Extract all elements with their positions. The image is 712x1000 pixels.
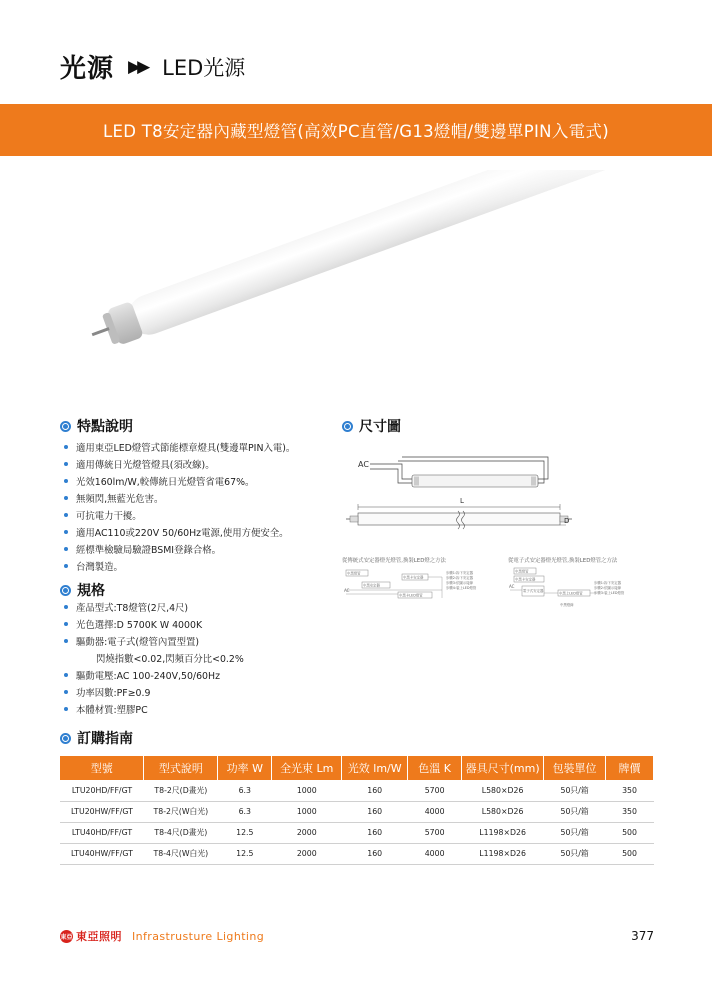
- section-bullet-icon: [60, 585, 71, 596]
- features-heading: 特點說明: [60, 416, 133, 436]
- table-header-cell: 牌價: [606, 756, 654, 780]
- table-cell: L1198×D26: [462, 843, 544, 864]
- svg-text:步驟3:裝上LED燈管: 步驟3:裝上LED燈管: [594, 591, 625, 595]
- table-row: [60, 801, 654, 822]
- list-item: 台灣製造。: [60, 557, 295, 574]
- table-cell: 4000: [408, 843, 462, 864]
- table-row: [60, 822, 654, 843]
- order-table: [60, 756, 654, 865]
- list-item: 功率因數:PF≥0.9: [60, 683, 244, 700]
- svg-text:步驟1:拆下安定器: 步驟1:拆下安定器: [594, 581, 622, 585]
- svg-text:電子式安定器: 電子式安定器: [523, 589, 544, 593]
- bullet-icon: [64, 690, 68, 694]
- order-heading: 訂購指南: [60, 728, 133, 748]
- table-cell: 12.5: [218, 822, 272, 843]
- table-cell: 1000: [272, 780, 342, 801]
- svg-text:AC: AC: [344, 588, 350, 593]
- bullet-icon: [64, 564, 68, 568]
- subcategory-title: LED光源: [162, 55, 246, 80]
- table-cell: 5700: [408, 822, 462, 843]
- list-item: 經標準檢驗局驗證BSMI登錄合格。: [60, 540, 295, 557]
- svg-text:中黑燈管: 中黑燈管: [515, 569, 529, 574]
- table-cell: 4000: [408, 801, 462, 822]
- svg-text:中黑安定器: 中黑安定器: [363, 583, 380, 588]
- list-item: 適用AC110或220V 50/60Hz電源,使用方便安全。: [60, 523, 295, 540]
- bullet-icon: [64, 462, 68, 466]
- breadcrumb: [60, 48, 245, 85]
- list-item: 光效160lm/W,較傳統日光燈管省電67%。: [60, 472, 295, 489]
- ac-label: AC: [358, 460, 369, 469]
- svg-text:步驟2:拆下安定器: 步驟2:拆下安定器: [446, 576, 474, 580]
- page-number: 377: [631, 929, 654, 943]
- table-cell: 2000: [272, 822, 342, 843]
- svg-text:中黑燈線: 中黑燈線: [560, 603, 574, 607]
- diameter-label: D: [564, 517, 570, 525]
- dimension-drawing: [342, 445, 582, 545]
- table-cell: T8-2尺(D畫光): [144, 780, 218, 801]
- bullet-icon: [64, 445, 68, 449]
- table-cell: L580×D26: [462, 780, 544, 801]
- double-arrow-icon: ▶▶: [128, 56, 147, 77]
- specs-heading: 規格: [60, 580, 105, 600]
- list-item: 閃燒指數<0.02,閃頻百分比<0.2%: [96, 653, 244, 665]
- svg-text:中黑卡LED燈管: 中黑卡LED燈管: [399, 593, 423, 598]
- bullet-icon: [64, 673, 68, 677]
- category-title: 光源: [60, 54, 115, 84]
- list-item: 無頻閃,無藍光危害。: [60, 489, 295, 506]
- table-cell: 350: [606, 801, 654, 822]
- table-cell: 2000: [272, 843, 342, 864]
- brand-mark-icon: 東亞: [60, 930, 73, 943]
- table-cell: 500: [606, 843, 654, 864]
- section-bullet-icon: [60, 421, 71, 432]
- svg-text:步驟1:拆下安定器: 步驟1:拆下安定器: [446, 571, 474, 575]
- table-header-cell: 全光束 Lm: [272, 756, 342, 780]
- length-label: L: [460, 497, 464, 505]
- bullet-icon: [64, 622, 68, 626]
- table-cell: LTU40HW/FF/GT: [60, 843, 144, 864]
- table-header-cell: 光效 lm/W: [342, 756, 408, 780]
- svg-text:AC: AC: [509, 584, 515, 589]
- svg-text:中黑卡安定器: 中黑卡安定器: [403, 575, 424, 580]
- table-cell: 160: [342, 780, 408, 801]
- list-item: 本體材質:塑膠PC: [60, 700, 244, 717]
- table-cell: T8-4尺(D畫光): [144, 822, 218, 843]
- product-title: LED T8安定器內藏型燈管(高效PC直管/G13燈帽/雙邊單PIN入電式): [103, 122, 609, 141]
- footer: [60, 928, 654, 944]
- table-row: [60, 843, 654, 864]
- bullet-icon: [64, 639, 68, 643]
- svg-text:步驟3:依圖示接線: 步驟3:依圖示接線: [446, 581, 474, 585]
- list-item: 光色選擇:D 5700K W 4000K: [60, 615, 244, 632]
- table-cell: 50只/箱: [544, 780, 606, 801]
- table-cell: T8-2尺(W白光): [144, 801, 218, 822]
- table-cell: 50只/箱: [544, 843, 606, 864]
- wiring-diagram-electronic: 從電子式安定器燈光燈管,換裝LED燈管之方法 AC 中黑燈管 中黑卡安定器 電子式安定器 中黑上LED燈管 步驟1:拆下安定器 步驟2:依圖示接線 步驟3:裝上LED燈管 中黑燈線: [508, 558, 625, 607]
- table-cell: 350: [606, 780, 654, 801]
- features-list: [60, 438, 295, 574]
- led-tube-photo: [60, 170, 660, 390]
- bullet-icon: [64, 547, 68, 551]
- list-item: 可抗電力干擾。: [60, 506, 295, 523]
- table-cell: L1198×D26: [462, 822, 544, 843]
- table-header-cell: 功率 W: [218, 756, 272, 780]
- svg-text:步驟4:裝上LED燈管: 步驟4:裝上LED燈管: [446, 586, 477, 590]
- bullet-icon: [64, 479, 68, 483]
- table-header-cell: 器具尺寸(mm): [462, 756, 544, 780]
- bullet-icon: [64, 605, 68, 609]
- table-cell: 160: [342, 801, 408, 822]
- table-cell: 50只/箱: [544, 801, 606, 822]
- table-cell: LTU20HD/FF/GT: [60, 780, 144, 801]
- specs-list: [60, 598, 244, 717]
- table-cell: 160: [342, 822, 408, 843]
- list-item: 驅動器:電子式(燈管內置型置): [60, 632, 244, 649]
- table-cell: L580×D26: [462, 801, 544, 822]
- table-header-cell: 包裝單位: [544, 756, 606, 780]
- section-bullet-icon: [60, 733, 71, 744]
- brand-tagline: Infrastrusture Lighting: [132, 929, 265, 943]
- table-header-cell: 色溫 K: [408, 756, 462, 780]
- table-cell: 5700: [408, 780, 462, 801]
- table-cell: 12.5: [218, 843, 272, 864]
- svg-text:中黑上LED燈管: 中黑上LED燈管: [559, 591, 583, 596]
- table-header-cell: 型號: [60, 756, 144, 780]
- bullet-icon: [64, 513, 68, 517]
- list-item: 適用傳統日光燈管燈具(須改線)。: [60, 455, 295, 472]
- bullet-icon: [64, 707, 68, 711]
- brand-name: 東亞照明: [76, 930, 122, 943]
- svg-text:步驟2:依圖示接線: 步驟2:依圖示接線: [594, 586, 622, 590]
- product-title-banner: [0, 104, 712, 156]
- table-row: [60, 780, 654, 801]
- brand-logo: [60, 928, 122, 944]
- table-cell: T8-4尺(W白光): [144, 843, 218, 864]
- table-cell: 1000: [272, 801, 342, 822]
- bullet-icon: [64, 496, 68, 500]
- table-cell: 6.3: [218, 801, 272, 822]
- table-cell: 50只/箱: [544, 822, 606, 843]
- list-item: 驅動電壓:AC 100-240V,50/60Hz: [60, 666, 244, 683]
- dimension-heading: 尺寸圖: [342, 416, 401, 436]
- svg-text:中黑燈管: 中黑燈管: [347, 571, 361, 576]
- table-cell: 160: [342, 843, 408, 864]
- table-cell: LTU40HD/FF/GT: [60, 822, 144, 843]
- section-bullet-icon: [342, 421, 353, 432]
- list-item: 適用東亞LED燈管式節能標章燈具(雙邊單PIN入電)。: [60, 438, 295, 455]
- wiring-diagram-traditional: 從傳統式安定器燈光燈管,換裝LED燈之方法 AC 中黑燈管 中黑卡安定器 中黑安定器 中黑卡LED燈管 步驟1:拆下安定器 步驟2:拆下安定器 步驟3:依圖示接線 步驟4:裝上LED燈管: [342, 558, 477, 598]
- table-cell: 500: [606, 822, 654, 843]
- list-item: 產品型式:T8燈管(2尺,4尺): [60, 598, 244, 615]
- table-header-cell: 型式說明: [144, 756, 218, 780]
- table-cell: LTU20HW/FF/GT: [60, 801, 144, 822]
- svg-text:中黑卡安定器: 中黑卡安定器: [515, 577, 536, 582]
- bullet-icon: [64, 530, 68, 534]
- table-cell: 6.3: [218, 780, 272, 801]
